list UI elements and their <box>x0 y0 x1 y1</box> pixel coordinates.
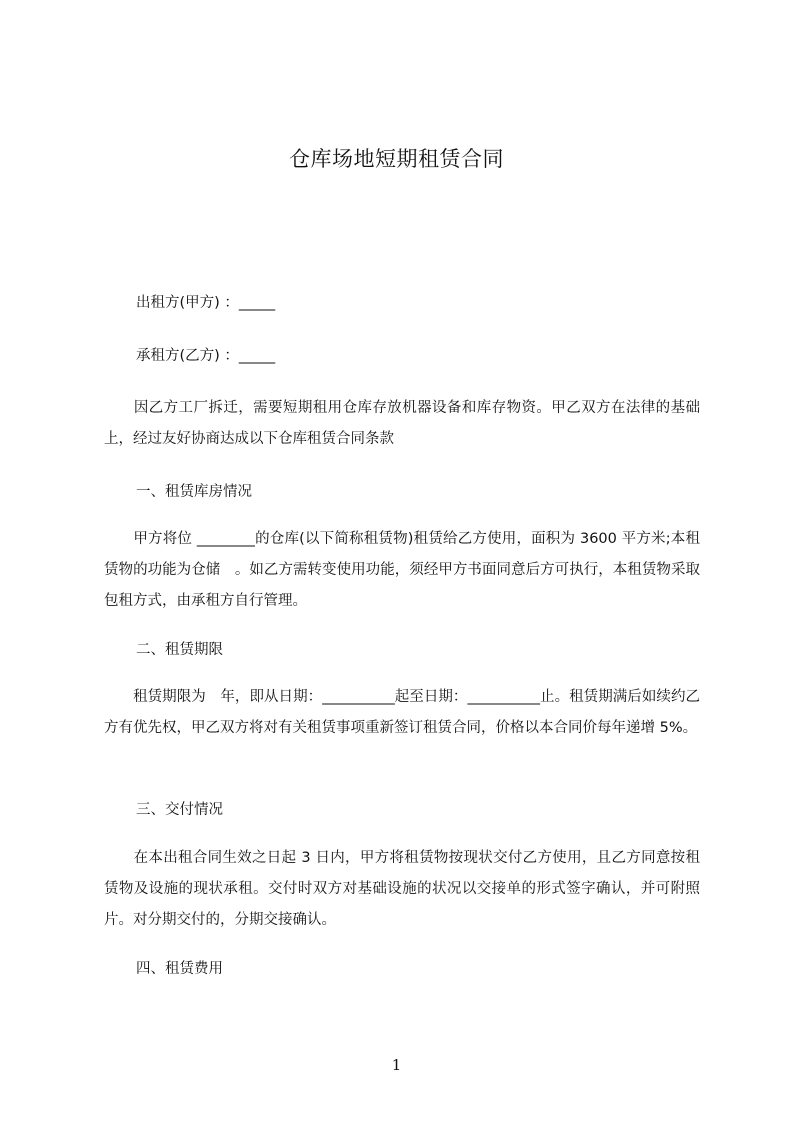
lessee-line: 承租方(乙方) ：_____ <box>136 348 276 364</box>
section-heading-3: 三、交付情况 <box>136 802 223 818</box>
lessor-line: 出租方(甲方) ：_____ <box>136 295 276 311</box>
section-heading-2: 二、租赁期限 <box>136 642 223 658</box>
section-heading-4: 四、租赁费用 <box>136 961 223 977</box>
section-body-2: 租赁期限为 年，即从日期：__________起至日期：__________止。租赁期满后如续约乙方有优先权，甲乙双方将对有关租赁事项重新签订租赁合同，价格以本合同价每年递增 5%。 <box>104 689 700 736</box>
section-body-3: 在本出租合同生效之日起 3 日内，甲方将租赁物按现状交付乙方使用，且乙方同意按租赁物及设施的现状承租。交付时双方对基础设施的状况以交接单的形式签字确认，并可附照片。对分期交付的，分期交接确认。 <box>104 850 700 928</box>
section-body-1: 甲方将位 ________的仓库(以下简称租赁物)租赁给乙方使用，面积为 3600 平方米;本租赁物的功能为仓储 。如乙方需转变使用功能，须经甲方书面同意后方可执行，本租赁物采取包租方式，由承租方自行管理。 <box>104 531 700 609</box>
section-heading-1: 一、租赁库房情况 <box>136 484 252 500</box>
page-number: 1 <box>391 1056 402 1074</box>
document-title: 仓库场地短期租赁合同 <box>289 147 504 171</box>
intro-paragraph: 因乙方工厂拆迁，需要短期租用仓库存放机器设备和库存物资。甲乙双方在法律的基础上，经过友好协商达成以下仓库租赁合同条款 <box>104 400 700 447</box>
